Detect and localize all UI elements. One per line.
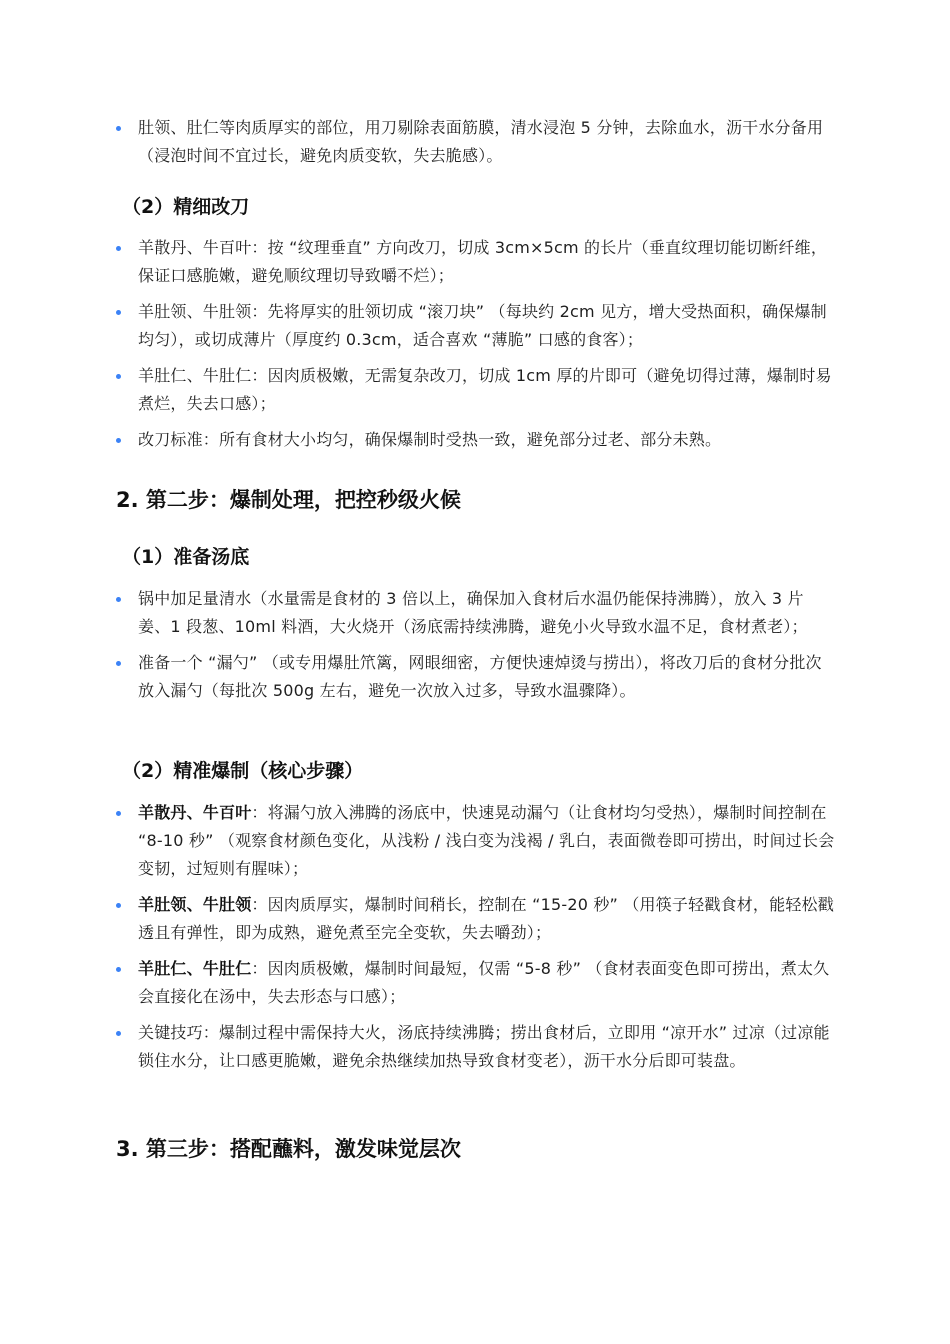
bullet-dot-icon [116, 811, 121, 816]
list-item-label: 羊散丹、牛百叶 [138, 803, 252, 822]
bullet-dot-icon [116, 661, 121, 666]
list-item [116, 114, 836, 170]
list-item-label: 羊肚仁、牛肚仁 [138, 959, 252, 978]
list-item [116, 234, 836, 290]
list-item-text: 肚领、肚仁等肉质厚实的部位，用刀剔除表面筋膜，清水浸泡 5 分钟，去除血水，沥干水分备用（浸泡时间不宜过长，避免肉质变软，失去脆感）。 [138, 118, 824, 165]
list-item-text: ：因肉质极嫩，爆制时间最短，仅需 “5-8 秒” （食材表面变色即可捞出，煮太久会直接化在汤中，失去形态与口感）； [138, 959, 830, 1006]
list-item [116, 426, 836, 454]
list-item-text: 羊散丹、牛百叶：按 “纹理垂直” 方向改刀，切成 3cm×5cm 的长片（垂直纹理切能切断纤维，保证口感脆嫩，避免顺纹理切导致嚼不烂）； [138, 238, 828, 285]
section-heading-step-3: 3. 第三步：搭配蘸料，激发味觉层次 [116, 1137, 461, 1161]
list-item [116, 298, 836, 354]
subheading-fine-cutting: （2）精细改刀 [122, 196, 250, 218]
prep-list [116, 114, 836, 178]
subheading-prepare-broth: （1）准备汤底 [122, 546, 250, 568]
bullet-dot-icon [116, 246, 121, 251]
list-item-text: 羊肚仁、牛肚仁：因肉质极嫩，无需复杂改刀，切成 1cm 厚的片即可（避免切得过薄，爆制时易煮烂，失去口感）； [138, 366, 832, 413]
list-item [116, 799, 836, 883]
broth-list [116, 585, 836, 713]
cutting-list [116, 234, 836, 462]
bullet-dot-icon [116, 903, 121, 908]
list-item [116, 362, 836, 418]
list-item-text: ：将漏勺放入沸腾的汤底中，快速晃动漏勺（让食材均匀受热），爆制时间控制在 “8-10 秒” （观察食材颜色变化，从浅粉 / 浅白变为浅褐 / 乳白，表面微卷即可捞出，时间过长会变韧，过短则有腥味）； [138, 803, 835, 878]
bullet-dot-icon [116, 1031, 121, 1036]
list-item-text: 改刀标准：所有食材大小均匀，确保爆制时受热一致，避免部分过老、部分未熟。 [138, 430, 722, 449]
bullet-list [116, 799, 836, 1075]
bullet-dot-icon [116, 597, 121, 602]
list-item [116, 585, 836, 641]
bullet-dot-icon [116, 438, 121, 443]
bullet-dot-icon [116, 967, 121, 972]
bullet-list [116, 114, 836, 170]
list-item-text: 锅中加足量清水（水量需是食材的 3 倍以上，确保加入食材后水温仍能保持沸腾），放入 3 片姜、1 段葱、10ml 料酒，大火烧开（汤底需持续沸腾，避免小火导致水温不足，食材煮老）； [138, 589, 808, 636]
list-item [116, 649, 836, 705]
bullet-dot-icon [116, 310, 121, 315]
list-item-label: 羊肚领、牛肚领 [138, 895, 252, 914]
section-heading-step-2: 2. 第二步：爆制处理，把控秒级火候 [116, 488, 461, 512]
bullet-dot-icon [116, 126, 121, 131]
bullet-dot-icon [116, 374, 121, 379]
list-item-text: ：因肉质厚实，爆制时间稍长，控制在 “15-20 秒” （用筷子轻戳食材，能轻松戳透且有弹性，即为成熟，避免煮至完全变软，失去嚼劲）； [138, 895, 834, 942]
list-item [116, 891, 836, 947]
list-item [116, 955, 836, 1011]
bullet-list [116, 585, 836, 705]
subheading-precise-blanching: （2）精准爆制（核心步骤） [122, 760, 364, 782]
list-item-text: 羊肚领、牛肚领：先将厚实的肚领切成 “滚刀块” （每块约 2cm 见方，增大受热面积，确保爆制均匀），或切成薄片（厚度约 0.3cm，适合喜欢 “薄脆” 口感的食客）； [138, 302, 827, 349]
list-item [116, 1019, 836, 1075]
list-item-text: 关键技巧：爆制过程中需保持大火，汤底持续沸腾；捞出食材后，立即用 “凉开水” 过凉（过凉能锁住水分，让口感更脆嫩，避免余热继续加热导致食材变老），沥干水分后即可装盘。 [138, 1023, 830, 1070]
bullet-list [116, 234, 836, 454]
list-item-text: 准备一个 “漏勺” （或专用爆肚笊篱，网眼细密，方便快速焯烫与捞出），将改刀后的食材分批次放入漏勺（每批次 500g 左右，避免一次放入过多，导致水温骤降）。 [138, 653, 822, 700]
blanching-list [116, 799, 836, 1083]
